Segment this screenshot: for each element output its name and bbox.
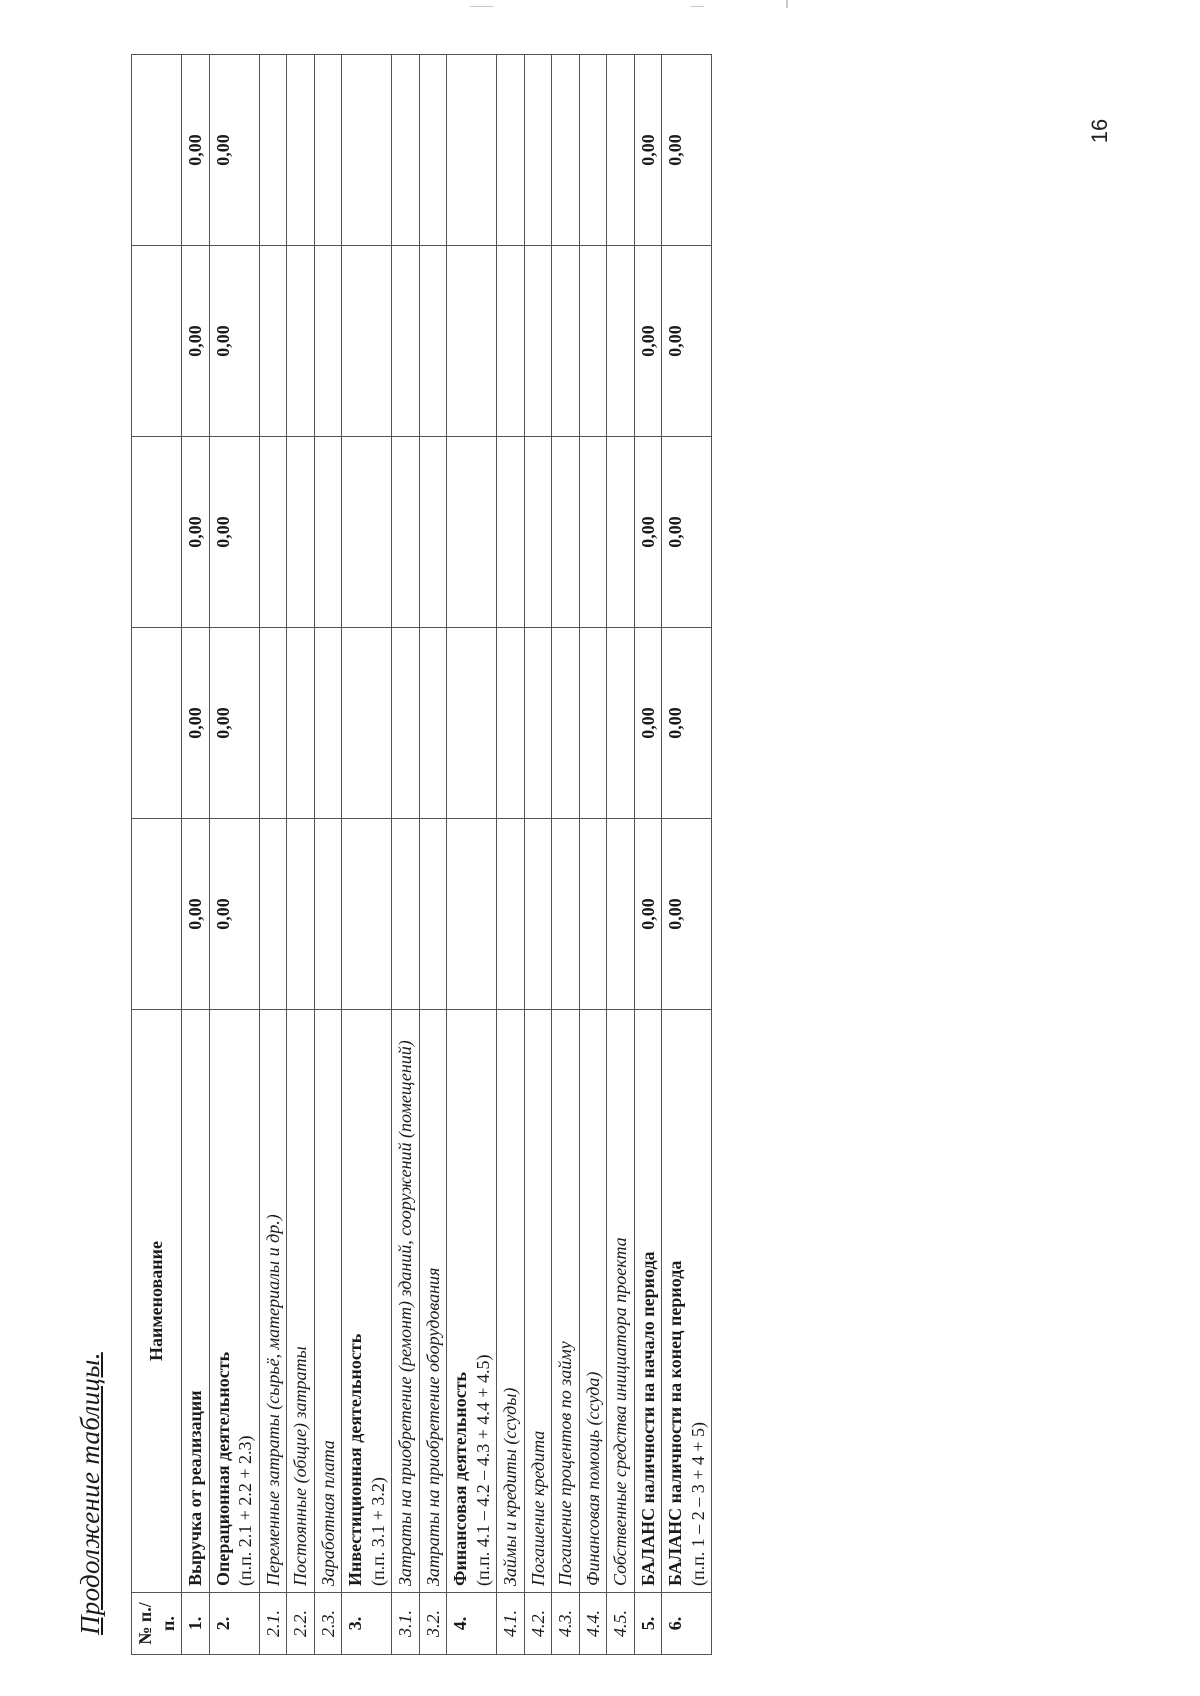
row-name-cell xyxy=(607,1010,635,1593)
value-cell: 0,00 xyxy=(634,55,662,246)
scan-mark xyxy=(690,6,704,7)
value-cell: 0,00 xyxy=(662,819,712,1010)
value-cell: 0,00 xyxy=(634,628,662,819)
row-number: 4.2. xyxy=(524,1593,552,1655)
value-cell xyxy=(342,819,392,1010)
value-cell xyxy=(579,246,607,437)
value-cell xyxy=(259,437,287,628)
value-cell xyxy=(342,437,392,628)
row-name-cell xyxy=(524,1010,552,1593)
header-period-2 xyxy=(132,628,182,819)
row-name-cell xyxy=(342,1010,392,1593)
row-number: 2.2. xyxy=(287,1593,315,1655)
value-cell xyxy=(552,628,580,819)
table-row xyxy=(314,55,342,1655)
table-row xyxy=(634,55,662,1655)
table-row xyxy=(392,55,420,1655)
value-cell xyxy=(314,628,342,819)
row-name-cell xyxy=(182,1010,210,1593)
value-cell: 0,00 xyxy=(634,819,662,1010)
table-caption: Продолжение таблицы. xyxy=(75,1352,105,1635)
value-cell xyxy=(524,628,552,819)
row-name-cell xyxy=(419,1010,447,1593)
row-number: 5. xyxy=(634,1593,662,1655)
row-name-cell xyxy=(259,1010,287,1593)
value-cell xyxy=(342,246,392,437)
value-cell xyxy=(497,437,525,628)
value-cell xyxy=(259,628,287,819)
value-cell xyxy=(447,437,497,628)
row-name-cell xyxy=(392,1010,420,1593)
value-cell xyxy=(524,437,552,628)
table-row xyxy=(552,55,580,1655)
value-cell xyxy=(607,819,635,1010)
value-cell xyxy=(342,55,392,246)
row-name: БАЛАНС наличности на конец периода xyxy=(665,1260,685,1586)
value-cell xyxy=(419,246,447,437)
header-period-4 xyxy=(132,246,182,437)
value-cell: 0,00 xyxy=(662,55,712,246)
row-formula: (п.п. 4.1 – 4.2 – 4.3 + 4.4 + 4.5) xyxy=(472,1354,493,1586)
value-cell xyxy=(392,246,420,437)
header-period-5 xyxy=(132,55,182,246)
value-cell xyxy=(392,437,420,628)
value-cell xyxy=(287,55,315,246)
table-row xyxy=(209,55,259,1655)
row-number: 4.1. xyxy=(497,1593,525,1655)
value-cell xyxy=(607,628,635,819)
value-cell xyxy=(524,55,552,246)
row-number: 1. xyxy=(182,1593,210,1655)
value-cell xyxy=(497,628,525,819)
table-row xyxy=(342,55,392,1655)
row-name: Переменные затраты (сырьё, материалы и др.) xyxy=(262,1214,283,1586)
value-cell xyxy=(287,437,315,628)
row-name: Операционная деятельность xyxy=(212,1351,233,1586)
page-number: 16 xyxy=(1087,118,1113,144)
value-cell: 0,00 xyxy=(209,628,259,819)
row-name-cell xyxy=(662,1010,712,1593)
value-cell xyxy=(552,246,580,437)
value-cell xyxy=(342,628,392,819)
value-cell xyxy=(392,55,420,246)
value-cell xyxy=(607,55,635,246)
value-cell xyxy=(524,819,552,1010)
value-cell: 0,00 xyxy=(634,246,662,437)
row-name-cell xyxy=(314,1010,342,1593)
row-name: Собственные средства инициатора проекта xyxy=(610,1237,630,1586)
value-cell xyxy=(579,819,607,1010)
table-row xyxy=(497,55,525,1655)
table-row xyxy=(662,55,712,1655)
value-cell: 0,00 xyxy=(209,437,259,628)
scan-mark xyxy=(470,6,494,7)
value-cell xyxy=(259,819,287,1010)
row-formula: (п.п. 1 – 2 – 3 + 4 + 5) xyxy=(687,1421,708,1586)
value-cell xyxy=(419,55,447,246)
value-cell xyxy=(524,246,552,437)
value-cell xyxy=(497,819,525,1010)
row-name-cell xyxy=(497,1010,525,1593)
table-row xyxy=(447,55,497,1655)
value-cell: 0,00 xyxy=(662,628,712,819)
value-cell xyxy=(419,628,447,819)
value-cell: 0,00 xyxy=(662,437,712,628)
row-number: 4.3. xyxy=(552,1593,580,1655)
row-name: Займы и кредиты (ссуды) xyxy=(500,1387,520,1586)
table-row xyxy=(259,55,287,1655)
value-cell xyxy=(392,819,420,1010)
value-cell: 0,00 xyxy=(634,437,662,628)
value-cell xyxy=(607,437,635,628)
value-cell xyxy=(419,437,447,628)
value-cell xyxy=(552,437,580,628)
value-cell xyxy=(447,819,497,1010)
row-name: Затраты на приобретение оборудования xyxy=(422,1267,443,1586)
value-cell xyxy=(314,437,342,628)
row-number: 2. xyxy=(209,1593,259,1655)
row-name: Затраты на приобретение (ремонт) зданий, сооружений (помещений) xyxy=(395,1040,415,1586)
table-row xyxy=(607,55,635,1655)
value-cell: 0,00 xyxy=(209,55,259,246)
value-cell xyxy=(392,628,420,819)
row-name-cell xyxy=(579,1010,607,1593)
row-name-cell xyxy=(287,1010,315,1593)
row-number: 4. xyxy=(447,1593,497,1655)
table-row xyxy=(287,55,315,1655)
cash-flow-table xyxy=(131,54,712,1655)
value-cell xyxy=(447,246,497,437)
row-number: 3.2. xyxy=(419,1593,447,1655)
header-no: № п./п. xyxy=(132,1593,182,1655)
table-row xyxy=(524,55,552,1655)
row-number: 2.1. xyxy=(259,1593,287,1655)
value-cell: 0,00 xyxy=(182,246,210,437)
value-cell: 0,00 xyxy=(182,628,210,819)
scan-mark xyxy=(786,0,788,8)
row-number: 3. xyxy=(342,1593,392,1655)
value-cell xyxy=(314,246,342,437)
header-name: Наименование xyxy=(132,1010,182,1593)
value-cell xyxy=(314,819,342,1010)
row-number: 2.3. xyxy=(314,1593,342,1655)
value-cell xyxy=(314,55,342,246)
row-name-cell xyxy=(634,1010,662,1593)
value-cell xyxy=(287,819,315,1010)
row-name: Заработная плата xyxy=(317,1440,338,1586)
row-name-cell xyxy=(447,1010,497,1593)
row-name: Финансовая помощь (ссуда) xyxy=(582,1371,603,1586)
value-cell xyxy=(497,246,525,437)
row-name: Финансовая деятельность xyxy=(450,1371,470,1586)
value-cell xyxy=(259,55,287,246)
row-name: Погашение кредита xyxy=(527,1430,548,1586)
table-row xyxy=(182,55,210,1655)
value-cell: 0,00 xyxy=(662,246,712,437)
value-cell: 0,00 xyxy=(182,437,210,628)
value-cell xyxy=(287,246,315,437)
table-row xyxy=(419,55,447,1655)
value-cell xyxy=(552,55,580,246)
row-number: 3.1. xyxy=(392,1593,420,1655)
value-cell xyxy=(287,628,315,819)
value-cell xyxy=(447,55,497,246)
row-name: БАЛАНС наличности на начало периода xyxy=(637,1251,658,1586)
value-cell xyxy=(447,628,497,819)
header-period-3 xyxy=(132,437,182,628)
row-formula: (п.п. 3.1 + 3.2) xyxy=(367,1477,388,1586)
row-name: Погашение процентов по займу xyxy=(555,1341,575,1586)
header-period-1 xyxy=(132,819,182,1010)
value-cell: 0,00 xyxy=(209,246,259,437)
value-cell xyxy=(552,819,580,1010)
row-name: Инвестиционная деятельность xyxy=(345,1333,365,1586)
row-name: Выручка от реализации xyxy=(185,1390,205,1586)
table-header-row xyxy=(132,55,182,1655)
value-cell xyxy=(259,246,287,437)
value-cell xyxy=(579,55,607,246)
value-cell xyxy=(607,246,635,437)
row-formula: (п.п. 2.1 + 2.2 + 2.3) xyxy=(235,1435,255,1586)
value-cell: 0,00 xyxy=(182,819,210,1010)
value-cell: 0,00 xyxy=(209,819,259,1010)
row-name-cell xyxy=(552,1010,580,1593)
rotated-page-content xyxy=(75,15,855,1655)
value-cell xyxy=(497,55,525,246)
value-cell: 0,00 xyxy=(182,55,210,246)
value-cell xyxy=(579,628,607,819)
value-cell xyxy=(579,437,607,628)
row-number: 6. xyxy=(662,1593,712,1655)
row-number: 4.5. xyxy=(607,1593,635,1655)
row-name: Постоянные (общие) затраты xyxy=(290,1346,310,1586)
table-row xyxy=(579,55,607,1655)
row-name-cell xyxy=(209,1010,259,1593)
value-cell xyxy=(419,819,447,1010)
row-number: 4.4. xyxy=(579,1593,607,1655)
